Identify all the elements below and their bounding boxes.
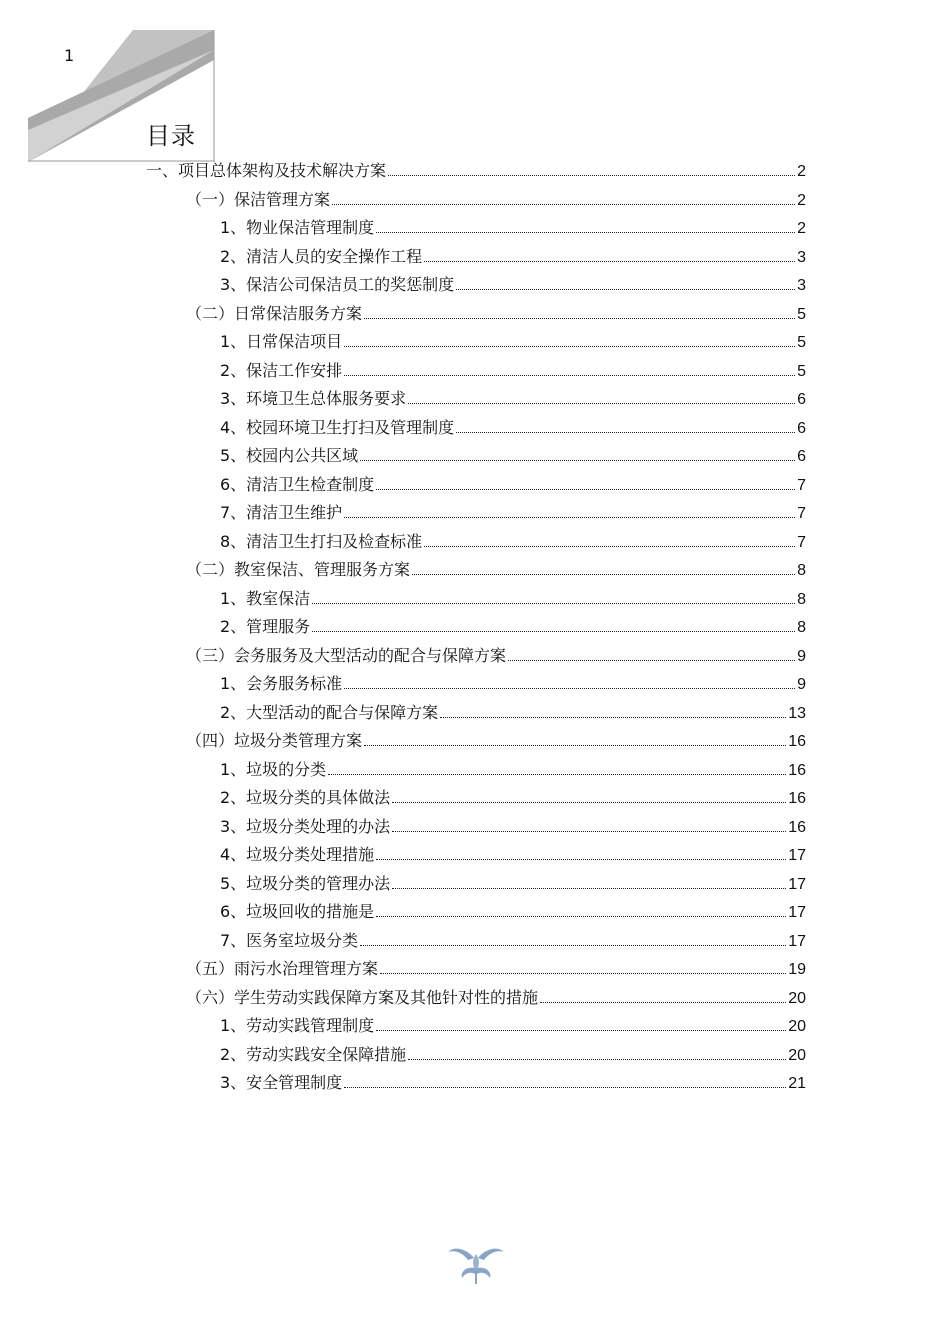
toc-entry-page: 20	[788, 1018, 806, 1035]
toc-entry-title: 2、清洁人员的安全操作工程	[220, 246, 423, 266]
toc-entry-page: 8	[797, 619, 806, 636]
toc-dot-leader	[344, 1087, 786, 1088]
toc-entry-title: 7、医务室垃圾分类	[220, 930, 359, 950]
toc-entry-title: 2、劳动实践安全保障措施	[220, 1044, 407, 1064]
toc-entry[interactable]	[220, 385, 806, 413]
toc-entry-title: 1、垃圾的分类	[220, 759, 327, 779]
toc-entry-page: 8	[797, 562, 806, 579]
toc-entry[interactable]	[220, 471, 806, 499]
toc-entry-page: 9	[797, 676, 806, 693]
toc-dot-leader	[344, 688, 795, 689]
toc-entry-title: 2、保洁工作安排	[220, 360, 343, 380]
toc-entry-title: 8、清洁卫生打扫及检查标准	[220, 531, 423, 551]
toc-dot-leader	[508, 660, 795, 661]
toc-entry-title: 5、校园内公共区域	[220, 446, 359, 465]
toc-entry-page: 6	[797, 391, 806, 408]
toc-entry-page: 5	[797, 305, 806, 323]
toc-entry[interactable]	[220, 841, 806, 869]
toc-dot-leader	[328, 774, 786, 775]
toc-entry-title: （四）垃圾分类管理方案	[186, 731, 363, 750]
toc-entry-title: （五）雨污水治理管理方案	[186, 959, 379, 978]
toc-entry-title: 1、物业保洁管理制度	[220, 218, 375, 237]
toc-entry-title: 2、管理服务	[220, 617, 311, 636]
toc-dot-leader	[376, 232, 795, 233]
toc-entry-page: 5	[797, 362, 806, 380]
toc-entry-title: 一、项目总体架构及技术解决方案	[146, 161, 387, 180]
toc-entry-page: 17	[788, 932, 806, 950]
toc-entry-page: 19	[788, 961, 806, 978]
toc-entry[interactable]	[220, 1012, 806, 1040]
toc-entry-title: （三）会务服务及大型活动的配合与保障方案	[186, 645, 507, 665]
toc-dot-leader	[388, 175, 795, 176]
toc-dot-leader	[364, 745, 786, 746]
toc-entry-page: 5	[797, 334, 806, 351]
toc-dot-leader	[376, 916, 786, 917]
toc-entry[interactable]	[186, 300, 806, 328]
toc-entry-title: （二）教室保洁、管理服务方案	[186, 560, 411, 579]
toc-entry-title: 3、保洁公司保洁员工的奖惩制度	[220, 275, 455, 294]
toc-dot-leader	[380, 973, 786, 974]
toc-entry[interactable]	[220, 756, 806, 784]
toc-entry-page: 16	[788, 733, 806, 750]
toc-dot-leader	[344, 517, 795, 518]
toc-entry-title: （二）日常保洁服务方案	[186, 303, 363, 323]
toc-entry-page: 17	[788, 904, 806, 921]
toc-entry[interactable]	[220, 1041, 806, 1069]
toc-dot-leader	[392, 802, 786, 803]
toc-dot-leader	[360, 460, 795, 461]
toc-entry[interactable]	[220, 357, 806, 385]
toc-dot-leader	[312, 631, 795, 632]
toc-entry[interactable]	[220, 585, 806, 613]
toc-entry-page: 7	[797, 476, 806, 494]
toc-entry-title: 3、垃圾分类处理的办法	[220, 816, 391, 836]
page-number: 1	[64, 46, 75, 65]
toc-dot-leader	[344, 375, 795, 376]
toc-dot-leader	[392, 831, 786, 832]
toc-entry[interactable]	[220, 1069, 806, 1097]
toc-entry-title: 2、垃圾分类的具体做法	[220, 788, 391, 807]
toc-entry-title: 4、校园环境卫生打扫及管理制度	[220, 417, 455, 437]
toc-entry-title: 3、环境卫生总体服务要求	[220, 389, 407, 408]
leaf-logo-icon	[446, 1244, 506, 1286]
toc-entry[interactable]	[220, 442, 806, 470]
toc-entry-page: 21	[788, 1075, 806, 1092]
toc-entry-page: 20	[788, 989, 806, 1007]
toc-dot-leader	[540, 1002, 786, 1003]
toc-entry-title: （六）学生劳动实践保障方案及其他针对性的措施	[186, 987, 539, 1007]
toc-entry[interactable]	[220, 613, 806, 641]
toc-dot-leader	[408, 1059, 786, 1060]
toc-dot-leader	[408, 403, 795, 404]
toc-dot-leader	[456, 432, 795, 433]
toc-entry[interactable]	[186, 984, 806, 1012]
toc-entry[interactable]	[220, 214, 806, 242]
toc-entry-title: 3、安全管理制度	[220, 1073, 343, 1092]
toc-entry-title: 5、垃圾分类的管理办法	[220, 873, 391, 893]
toc-entry[interactable]	[220, 670, 806, 698]
toc-entry[interactable]	[220, 499, 806, 527]
toc-entry-page: 7	[797, 533, 806, 551]
toc-dot-leader	[424, 261, 795, 262]
toc-entry-page: 2	[797, 163, 806, 180]
toc-entry[interactable]	[146, 157, 806, 185]
toc-entry[interactable]	[186, 186, 806, 214]
toc-entry[interactable]	[220, 898, 806, 926]
toc-entry[interactable]	[220, 414, 806, 442]
toc-entry[interactable]	[220, 271, 806, 299]
toc-title: 目录	[146, 122, 196, 150]
toc-entry-title: 6、垃圾回收的措施是	[220, 902, 375, 921]
toc-dot-leader	[364, 318, 795, 319]
toc-entry-page: 7	[797, 505, 806, 522]
toc-entry[interactable]	[186, 955, 806, 983]
toc-entry-page: 9	[797, 647, 806, 665]
toc-dot-leader	[392, 888, 786, 889]
toc-entry-page: 6	[797, 419, 806, 437]
toc-entry-page: 16	[788, 790, 806, 807]
toc-entry-page: 8	[797, 590, 806, 608]
toc-entry-title: 1、教室保洁	[220, 588, 311, 608]
toc-dot-leader	[456, 289, 795, 290]
toc-dot-leader	[312, 603, 795, 604]
toc-entry-page: 13	[788, 704, 806, 722]
toc-dot-leader	[344, 346, 795, 347]
toc-entry-page: 2	[797, 220, 806, 237]
toc-entry[interactable]	[220, 870, 806, 898]
toc-entry-page: 17	[788, 875, 806, 893]
toc-entry[interactable]	[220, 927, 806, 955]
toc-entry[interactable]	[186, 642, 806, 670]
toc-entry-page: 3	[797, 277, 806, 294]
toc-entry-title: （一）保洁管理方案	[186, 189, 331, 209]
toc-dot-leader	[360, 945, 786, 946]
toc-entry-page: 16	[788, 818, 806, 836]
toc-dot-leader	[412, 574, 795, 575]
toc-entry[interactable]	[220, 784, 806, 812]
toc-entry[interactable]	[220, 813, 806, 841]
toc-entry[interactable]	[220, 699, 806, 727]
toc-dot-leader	[424, 546, 795, 547]
toc-entry-title: 4、垃圾分类处理措施	[220, 845, 375, 864]
toc-entry-title: 1、劳动实践管理制度	[220, 1016, 375, 1035]
toc-entry[interactable]	[220, 328, 806, 356]
toc-entry-page: 16	[788, 761, 806, 779]
toc-dot-leader	[332, 204, 795, 205]
toc-entry-page: 2	[797, 191, 806, 209]
toc-entry-page: 20	[788, 1046, 806, 1064]
toc-entry[interactable]	[186, 556, 806, 584]
toc-dot-leader	[376, 489, 795, 490]
toc-entry-title: 1、会务服务标准	[220, 674, 343, 693]
toc-entry[interactable]	[220, 528, 806, 556]
toc-entry-title: 2、大型活动的配合与保障方案	[220, 702, 439, 722]
toc-dot-leader	[376, 1030, 786, 1031]
toc-entry-page: 3	[797, 248, 806, 266]
toc-dot-leader	[440, 717, 786, 718]
toc-dot-leader	[376, 859, 786, 860]
toc-entry-page: 6	[797, 448, 806, 465]
toc-entry-page: 17	[788, 847, 806, 864]
toc-entry[interactable]	[186, 727, 806, 755]
toc-entry[interactable]	[220, 243, 806, 271]
toc-entry-title: 1、日常保洁项目	[220, 332, 343, 351]
toc-entry-title: 7、清洁卫生维护	[220, 503, 343, 522]
toc-entry-title: 6、清洁卫生检查制度	[220, 474, 375, 494]
